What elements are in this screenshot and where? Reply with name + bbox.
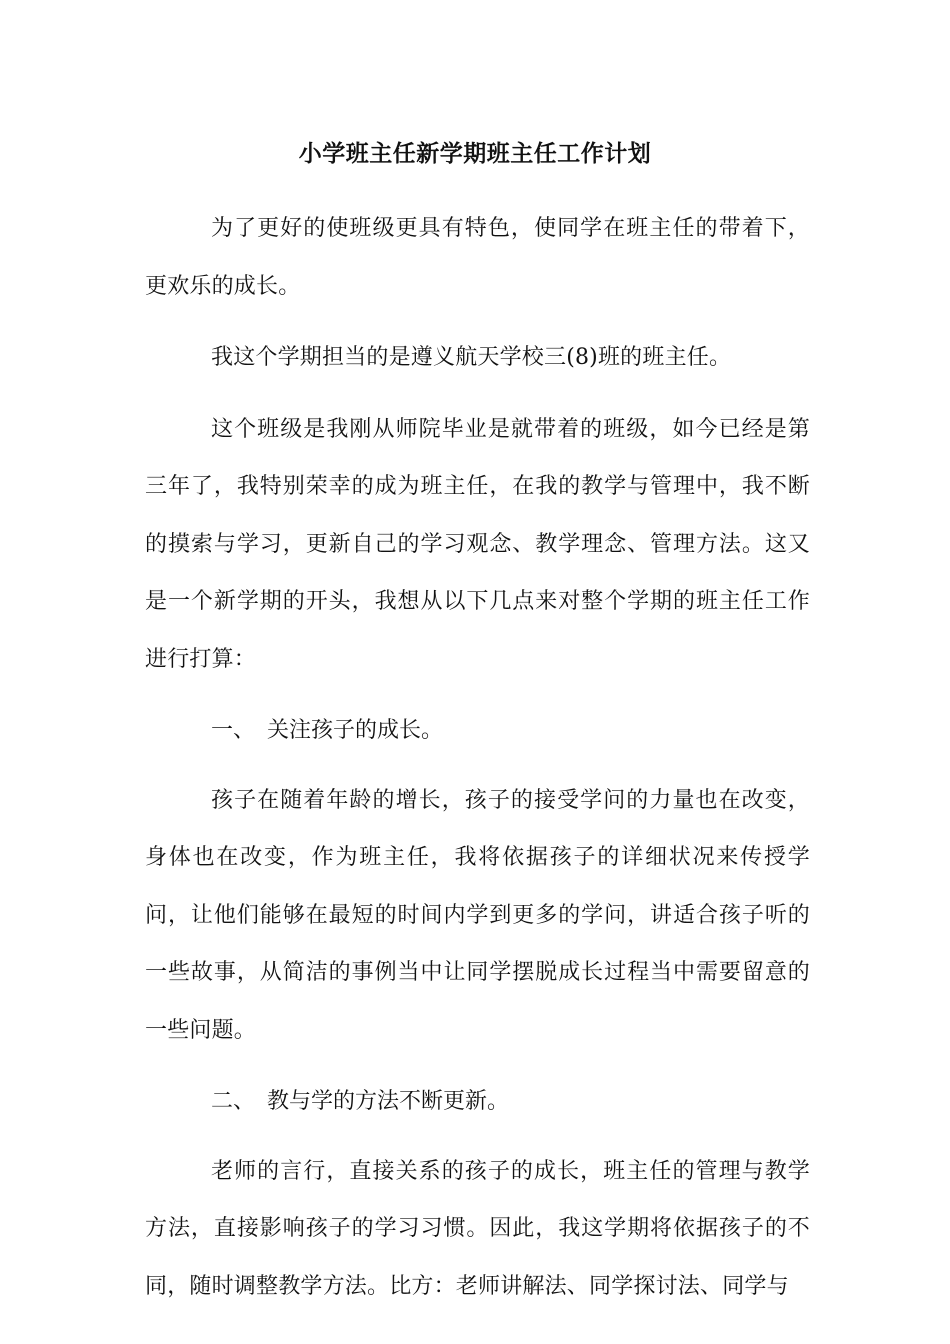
section-paragraph-1: 孩子在随着年龄的增长，孩子的接受学问的力量也在改变，身体也在改变，作为班主任，我将依据孩子的详细状况来传授学问，让他们能够在最短的时间内学到更多的学问，讲适合孩子听的一些故事，从简洁的事例当中让同学摆脱成长过程当中需要留意的一些问题。 (145, 787, 810, 1043)
section-number-2: 二、 (211, 1089, 256, 1114)
section-title-1: 关注孩子的成长。 (267, 718, 444, 743)
section-paragraph-2: 老师的言行，直接关系的孩子的成长，班主任的管理与教学方法，直接影响孩子的学习习惯。因此，我这学期将依据孩子的不同，随时调整教学方法。比方：老师讲解法、同学探讨法、同学与 (145, 1158, 810, 1299)
section-heading-2 (145, 1073, 810, 1131)
background-paragraph: 这个班级是我刚从师院毕业是就带着的班级，如今已经是第三年了，我特别荣幸的成为班主任，在我的教学与管理中，我不断的摸索与学习，更新自己的学习观念、教学理念、管理方法。这又是一个新学期的开头，我想从以下几点来对整个学期的班主任工作进行打算： (145, 416, 810, 672)
class-info-paragraph: 我这个学期担当的是遵义航天学校三(8)班的班主任。 (211, 345, 732, 370)
document-title: 小学班主任新学期班主任工作计划 (298, 140, 652, 167)
document-body (145, 200, 810, 1329)
section-heading-1 (145, 702, 810, 760)
section-title-2: 教与学的方法不断更新。 (267, 1089, 510, 1114)
intro-paragraph: 为了更好的使班级更具有特色，使同学在班主任的带着下，更欢乐的成长。 (145, 216, 810, 299)
section-number-1: 一、 (211, 718, 256, 743)
